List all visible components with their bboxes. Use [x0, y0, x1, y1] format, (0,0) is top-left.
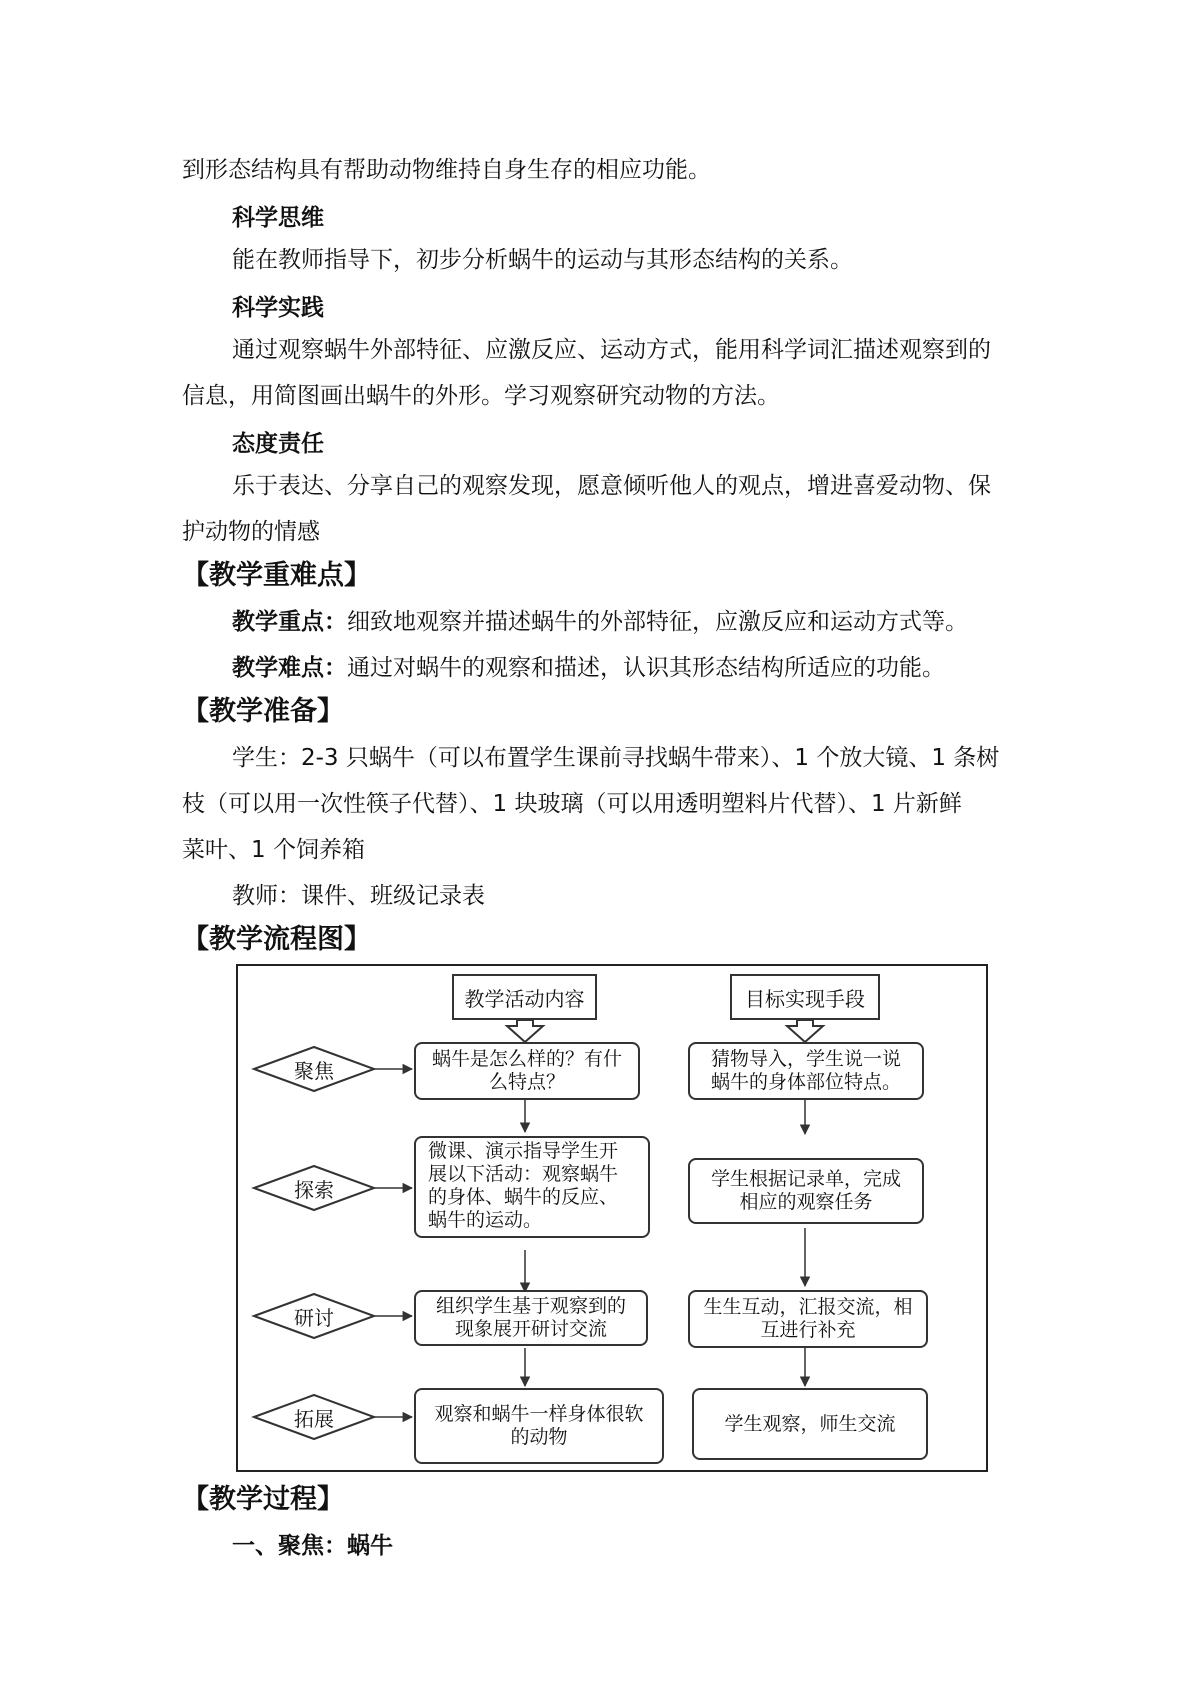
activity-box-extend [414, 1388, 664, 1464]
flow-arrows [374, 1069, 805, 1417]
box-line: 蜗牛的运动。 [428, 1209, 543, 1231]
paragraph: 能在教师指导下，初步分析蜗牛的运动与其形态结构的关系。 [232, 247, 853, 273]
means-box-extend [692, 1388, 928, 1460]
paragraph: 菜叶、1 个饲养箱 [182, 837, 365, 863]
box-line: 相应的观察任务 [739, 1191, 873, 1213]
diamond-shapes [254, 1047, 374, 1439]
difficulty-label: 教学难点： [232, 655, 347, 681]
activity-box-explore [414, 1136, 650, 1238]
paragraph: 学生：2-3 只蜗牛（可以布置学生课前寻找蜗牛带来）、1 个放大镜、1 条树 [232, 745, 1000, 771]
box-line: 学生根据记录单，完成 [710, 1168, 901, 1190]
stage-label-focus: 聚焦 [294, 1058, 334, 1083]
paragraph: 到形态结构具有帮助动物维持自身生存的相应功能。 [182, 157, 711, 183]
box-line: 互进行补充 [760, 1319, 856, 1341]
subheading-focus-snail: 一、聚焦：蜗牛 [232, 1533, 393, 1559]
subheading-scientific-thinking: 科学思维 [232, 205, 324, 231]
stage-label-discuss: 研讨 [294, 1305, 334, 1330]
section-heading-preparation: 【教学准备】 [182, 696, 344, 727]
stage-label-explore: 探索 [294, 1177, 334, 1202]
box-line: 组织学生基于观察到的 [435, 1295, 626, 1317]
difficulty-text: 通过对蜗牛的观察和描述，认识其形态结构所适应的功能。 [347, 655, 945, 681]
teaching-flowchart [236, 964, 988, 1472]
difficulty-line [232, 653, 945, 683]
activity-box-discuss [414, 1290, 648, 1346]
column-header-means: 目标实现手段 [730, 974, 880, 1020]
box-line: 的动物 [510, 1426, 568, 1448]
focus-text: 细致地观察并描述蜗牛的外部特征，应激反应和运动方式等。 [347, 609, 968, 635]
paragraph: 护动物的情感 [182, 519, 320, 545]
paragraph: 通过观察蜗牛外部特征、应激反应、运动方式，能用科学词汇描述观察到的 [232, 337, 991, 363]
paragraph: 乐于表达、分享自己的观察发现，愿意倾听他人的观点，增进喜爱动物、保 [232, 473, 991, 499]
activity-box-focus [414, 1042, 640, 1100]
paragraph: 枝（可以用一次性筷子代替）、1 块玻璃（可以用透明塑料片代替）、1 片新鲜 [182, 791, 962, 817]
means-box-explore [688, 1158, 924, 1224]
subheading-attitude: 态度责任 [232, 431, 324, 457]
box-line: 生生互动，汇报交流，相 [703, 1296, 913, 1318]
section-heading-flowchart: 【教学流程图】 [182, 924, 371, 955]
box-line: 现象展开研讨交流 [454, 1318, 607, 1340]
subheading-scientific-practice: 科学实践 [232, 295, 324, 321]
header-down-arrows [507, 1020, 823, 1042]
box-line: 的身体、蜗牛的反应、 [428, 1186, 619, 1208]
stage-label-extend: 拓展 [294, 1406, 334, 1431]
column-header-activities: 教学活动内容 [452, 974, 597, 1020]
means-box-discuss [688, 1290, 928, 1348]
focus-line [232, 607, 968, 637]
box-line: 蜗牛的身体部位特点。 [710, 1071, 901, 1093]
paragraph: 信息，用简图画出蜗牛的外形。学习观察研究动物的方法。 [182, 383, 780, 409]
box-line: 观察和蜗牛一样身体很软 [434, 1403, 644, 1425]
focus-label: 教学重点： [232, 609, 347, 635]
paragraph: 教师：课件、班级记录表 [232, 883, 485, 909]
section-heading-process: 【教学过程】 [182, 1484, 344, 1515]
box-line: 微课、演示指导学生开 [428, 1140, 619, 1162]
box-line: 展以下活动：观察蜗牛 [428, 1163, 619, 1185]
box-line: 学生观察，师生交流 [724, 1412, 896, 1435]
means-box-focus [688, 1042, 924, 1100]
box-line: 猜物导入，学生说一说 [710, 1048, 901, 1070]
box-line: 么特点？ [488, 1071, 565, 1093]
box-line: 蜗牛是怎么样的？有什 [431, 1048, 622, 1070]
section-heading-key-points: 【教学重难点】 [182, 560, 371, 591]
